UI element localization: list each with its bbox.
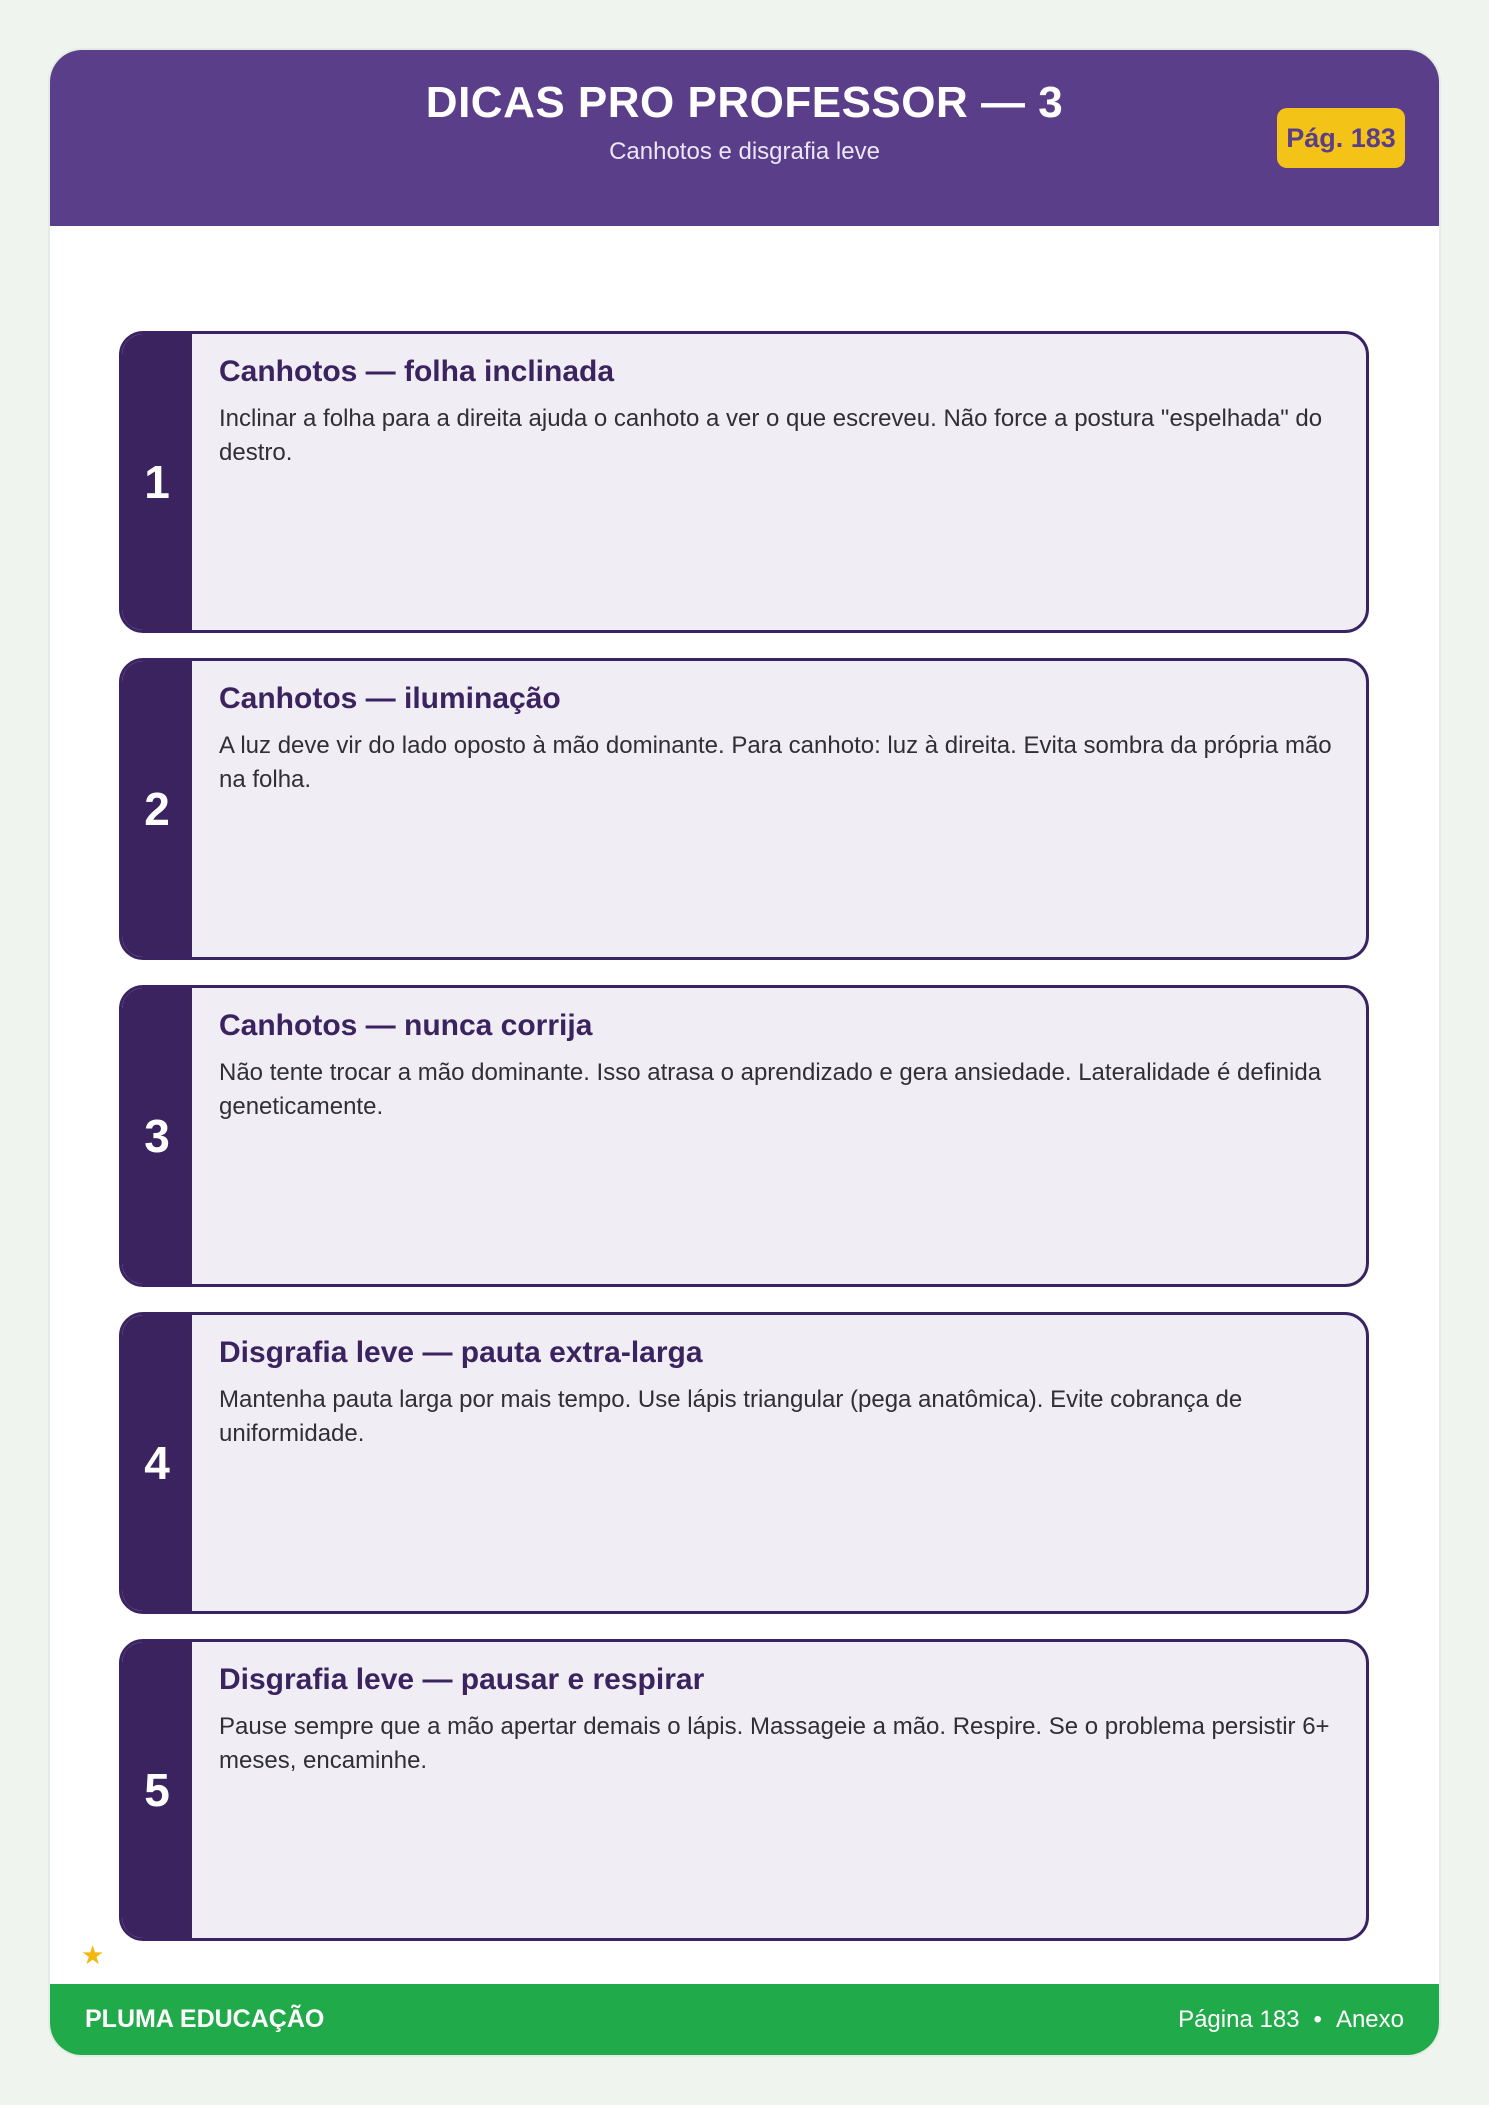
tip-number-bar — [122, 1315, 192, 1611]
tip-number-bar — [122, 334, 192, 630]
tip-title: Disgrafia leve — pauta extra-larga — [219, 1336, 703, 1369]
tip-body: Inclinar a folha para a direita ajuda o canhoto a ver o que escreveu. Não force a postura "espelhada" do destro. — [219, 405, 1323, 466]
tip-body: Mantenha pauta larga por mais tempo. Use lápis triangular (pega anatômica). Evite cobrança de uniformidade. — [219, 1386, 1243, 1447]
document-page — [50, 50, 1439, 2055]
tip-body: Não tente trocar a mão dominante. Isso atrasa o aprendizado e gera ansiedade. Lateralidade é definida geneticamente. — [219, 1059, 1322, 1120]
page-title: DICAS PRO PROFESSOR — 3 — [425, 78, 1064, 127]
tip-title: Canhotos — iluminação — [219, 682, 561, 715]
tip-number: 5 — [144, 1764, 170, 1816]
page-footer — [50, 1984, 1439, 2055]
page-header — [50, 50, 1439, 226]
tip-number-bar — [122, 661, 192, 957]
tip-title: Canhotos — folha inclinada — [219, 355, 615, 388]
tip-number-bar — [122, 1642, 192, 1938]
page-number-badge: Pág. 183 — [1277, 108, 1405, 168]
tip-card — [119, 331, 1369, 633]
tip-card — [119, 658, 1369, 960]
tip-body: A luz deve vir do lado oposto à mão dominante. Para canhoto: luz à direita. Evita sombra da própria mão na folha. — [219, 732, 1332, 793]
tip-number: 4 — [144, 1437, 170, 1489]
footer-page-label: Página 183 — [1178, 2005, 1300, 2033]
footer-brand: PLUMA EDUCAÇÃO — [85, 2005, 325, 2033]
tip-card — [119, 985, 1369, 1287]
tip-number: 1 — [144, 456, 170, 508]
star-icon: ★ — [81, 1940, 105, 1970]
tip-card — [119, 1312, 1369, 1614]
footer-section: Anexo — [1335, 2005, 1404, 2033]
tip-number-bar — [122, 988, 192, 1284]
tip-title: Canhotos — nunca corrija — [219, 1009, 593, 1042]
footer-page-info — [1178, 1984, 1404, 2055]
footer-separator: • — [1313, 2005, 1322, 2033]
tip-body: Pause sempre que a mão apertar demais o lápis. Massageie a mão. Respire. Se o problema persistir 6+ meses, encaminhe. — [219, 1713, 1330, 1774]
tip-card — [119, 1639, 1369, 1941]
tip-number: 3 — [144, 1110, 170, 1162]
page-subtitle: Canhotos e disgrafia leve — [609, 138, 880, 165]
tip-title: Disgrafia leve — pausar e respirar — [219, 1663, 705, 1696]
tip-number: 2 — [144, 783, 170, 835]
